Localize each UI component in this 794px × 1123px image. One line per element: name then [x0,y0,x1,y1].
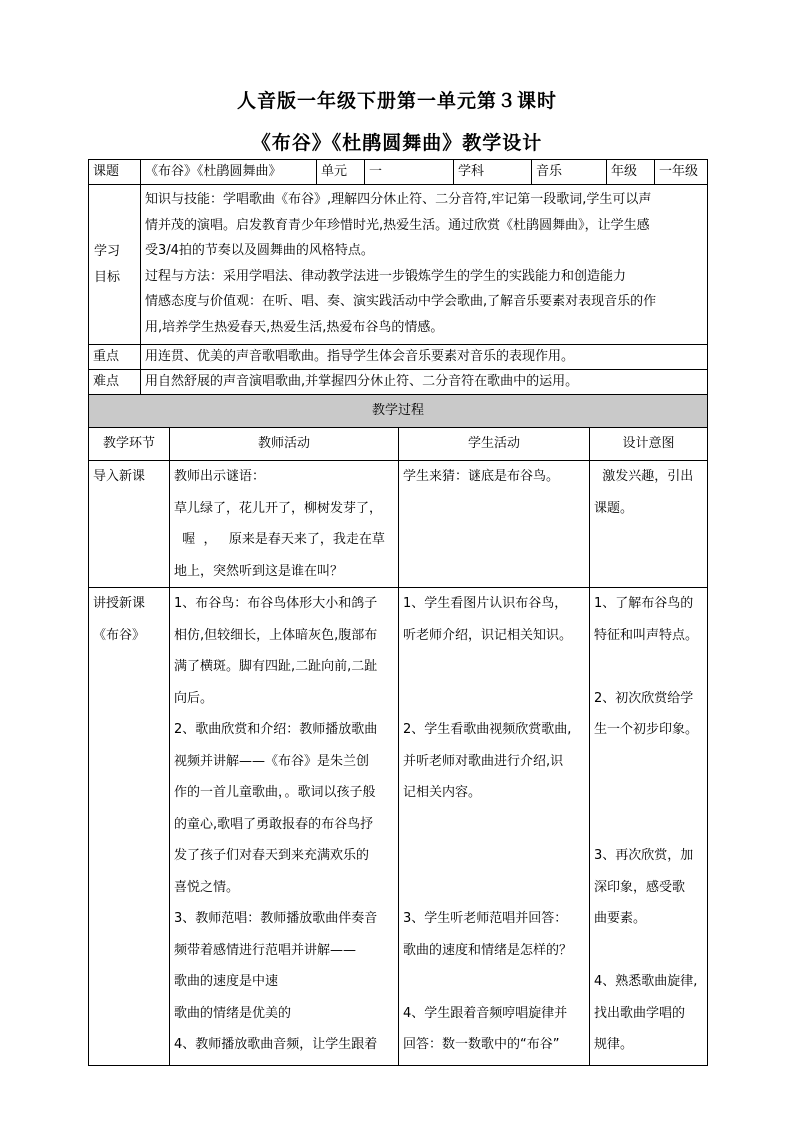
intro-stage: 导入新课 [89,461,170,588]
subject-label: 学科 [454,160,532,185]
lesson-intent-line: 找出歌曲学唱的 [594,1005,686,1021]
lesson-intent-line: 曲要素。 [594,911,647,926]
lesson-intent-line: 特征和叫声特点。 [594,627,699,643]
document-title: 人音版一年级下册第一单元第３课时 [236,90,557,112]
objectives-line: 情感态度与价值观：在听、唱、奏、演实践活动中学会歌曲,了解音乐要素对表现音乐的作 [145,294,657,310]
lesson-student-line: 1、学生看图片认识布谷鸟， [403,596,568,611]
lesson-teacher-line: 向后。 [174,690,214,706]
lesson-student-line: 回答：数一数歌中的“布谷” [403,1037,560,1052]
lesson-teacher-line: 2、歌曲欣赏和介绍：教师播放歌曲 [174,722,378,737]
lesson-student-line: 歌曲的速度和情绪是怎样的？ [403,942,573,958]
intro-teacher-line: 地上，突然听到这是谁在叫？ [174,563,344,579]
lesson-teacher-line: 相仿,但较细长，上体暗灰色,腹部布 [174,627,378,643]
header-stage: 教学环节 [89,428,170,461]
difficulty-value: 用自然舒展的声音演唱歌曲,并掌握四分休止符、二分音符在歌曲中的运用。 [141,370,708,395]
lesson-teacher-line: 歌曲的情绪是优美的 [174,1005,292,1021]
process-banner: 教学过程 [89,395,708,428]
lesson-teacher-line: 发了孩子们对春天到来充满欢乐的 [174,848,370,863]
objectives-line: 情并茂的演唱。启发教育青少年珍惜时光,热爱生活。通过欣赏《杜鹃圆舞曲》，让学生感 [145,217,650,233]
topic-value: 《布谷》《杜鹃圆舞曲》 [141,160,317,185]
intro-intent-line: 激发兴趣，引出 [594,469,694,484]
intro-teacher-line: 喔 ， 原来是春天来了，我走在草 [174,532,385,547]
lesson-teacher-line: 的童心,歌唱了勇敢报春的布谷鸟抒 [174,816,374,832]
intro-teacher-line: 草儿绿了，花儿开了，柳树发芽了， [174,500,383,516]
grade-value: 一年级 [655,160,708,185]
intro-student-activity [399,461,590,588]
lesson-student-line: 4、学生跟着音频哼唱旋律并 [403,1005,568,1021]
lesson-student-line: 3、学生听老师范唱并回答： [403,911,568,926]
lesson-intent-line: 深印象，感受歌 [594,879,686,895]
objectives-line: 知识与技能：学唱歌曲《布谷》,理解四分休止符、二分音符,牢记第一段歌词,学生可以声 [145,192,652,207]
lesson-intent-line: 1、了解布谷鸟的 [594,596,694,611]
lesson-intent-line: 生一个初步印象。 [594,722,699,737]
topic-label: 课题 [89,160,141,185]
lesson-intent-line: 4、熟悉歌曲旋律, [594,974,698,989]
lesson-design-intent [590,588,708,1066]
intro-intent-line: 课题。 [594,500,634,516]
lesson-stage [89,588,170,1066]
teaching-process-table [88,394,708,1066]
lesson-teacher-line: 1、布谷鸟：布谷鸟体形大小和鸽子 [174,596,378,611]
lesson-student-activity [399,588,590,1066]
difficulty-label: 难点 [89,370,141,395]
intro-student-line: 学生来猜：谜底是布谷鸟。 [403,469,560,484]
lesson-student-line: 听老师介绍，识记相关知识。 [403,627,573,643]
header-teacher: 教师活动 [170,428,399,461]
lesson-teacher-line: 喜悦之情。 [174,879,240,895]
lesson-info-table [88,159,708,395]
objectives-content [141,185,708,345]
lesson-teacher-activity [170,588,399,1066]
document-subtitle: 《布谷》《杜鹃圆舞曲》教学设计 [251,132,543,154]
lesson-intent-line: 3、再次欣赏，加 [594,848,694,863]
objectives-line: 受3/4拍的节奏以及圆舞曲的风格特点。 [145,243,374,259]
lesson-stage-line: 《布谷》 [93,627,146,643]
lesson-teacher-line: 作的一首儿童歌曲，。歌词以孩子般 [174,785,376,800]
key-point-value: 用连贯、优美的声音歌唱歌曲。指导学生体会音乐要素对音乐的表现作用。 [141,345,708,370]
intro-design-intent [590,461,708,588]
lesson-teacher-line: 满了横斑。脚有四趾,二趾向前,二趾 [174,659,378,674]
header-intent: 设计意图 [590,428,708,461]
lesson-student-line: 2、学生看歌曲视频欣赏歌曲, [403,722,572,737]
unit-label: 单元 [317,160,365,185]
lesson-student-line: 并听老师对歌曲进行介绍,识 [403,753,564,769]
grade-label: 年级 [607,160,655,185]
unit-value: 一 [365,160,454,185]
header-student: 学生活动 [399,428,590,461]
lesson-stage-line: 讲授新课 [93,596,146,611]
lesson-teacher-line: 视频并讲解——《布谷》是朱兰创 [174,753,370,769]
lesson-teacher-line: 4、教师播放歌曲音频，让学生跟着 [174,1037,378,1052]
lesson-teacher-line: 3、教师范唱：教师播放歌曲伴奏音 [174,911,378,926]
objectives-line: 用,培养学生热爱春天,热爱生活,热爱布谷鸟的情感。 [145,319,444,335]
intro-teacher-line: 教师出示谜语： [174,469,266,484]
lesson-teacher-line: 歌曲的速度是中速 [174,974,279,989]
intro-teacher-activity [170,461,399,588]
objectives-label: 学习 目标 [89,185,141,345]
objectives-line: 过程与方法：采用学唱法、律动教学法进一步锻炼学生的学生的实践能力和创造能力 [145,268,627,284]
key-point-label: 重点 [89,345,141,370]
lesson-intent-line: 规律。 [594,1037,634,1052]
subject-value: 音乐 [532,160,607,185]
lesson-student-line: 记相关内容。 [403,785,482,800]
lesson-teacher-line: 频带着感情进行范唱并讲解—— [174,942,357,958]
lesson-intent-line: 2、初次欣赏给学 [594,690,694,706]
